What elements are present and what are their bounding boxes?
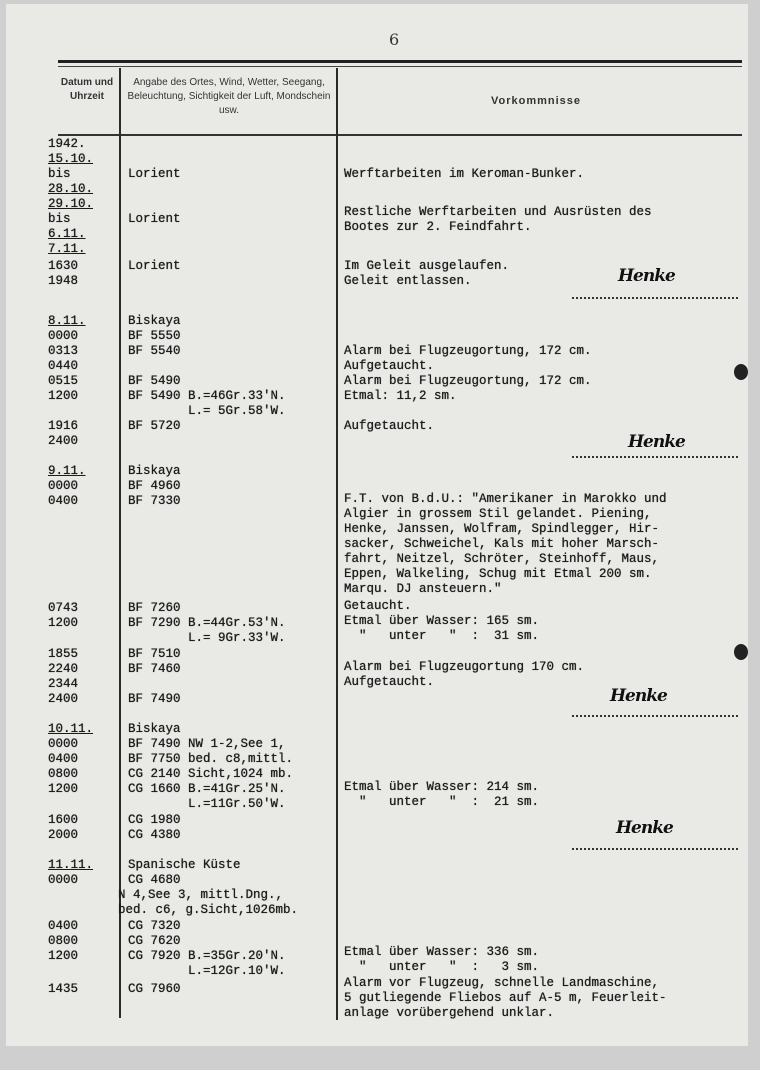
log-location: L.= 5Gr.58'W. — [128, 404, 286, 418]
signature: Henke — [618, 266, 675, 286]
log-time: 1200 — [48, 949, 79, 963]
log-location: BF 5540 — [128, 344, 181, 358]
log-location: BF 7460 — [128, 662, 181, 676]
log-time: 1916 — [48, 419, 79, 433]
log-location: L.= 9Gr.33'W. — [128, 631, 286, 645]
log-date: bis — [48, 212, 71, 226]
column-divider-2 — [336, 68, 338, 1020]
log-time: 0400 — [48, 494, 79, 508]
log-event: Eppen, Walkeling, Schug mit Etmal 200 sm. — [344, 567, 652, 581]
log-time: 1855 — [48, 647, 79, 661]
signature-dots — [572, 297, 738, 299]
log-time: 2000 — [48, 828, 79, 842]
log-time: 0440 — [48, 359, 79, 373]
log-event: Getaucht. — [344, 599, 412, 613]
log-weather: N 4,See 3, mittl.Dng., — [118, 888, 284, 902]
log-location: Lorient — [128, 167, 181, 181]
log-time: 2240 — [48, 662, 79, 676]
log-event: Henke, Janssen, Wolfram, Spindlegger, Hir- — [344, 522, 660, 536]
log-time: 2400 — [48, 692, 79, 706]
log-location: CG 1660 B.=41Gr.25'N. — [128, 782, 286, 796]
log-time: 0313 — [48, 344, 79, 358]
header-events: Vorkommnisse — [490, 95, 582, 107]
log-time: 0800 — [48, 934, 79, 948]
log-date: 29.10. — [48, 197, 94, 211]
log-event: Alarm bei Flugzeugortung, 172 cm. — [344, 344, 592, 358]
header-date-time: Datum und Uhrzeit — [60, 77, 114, 102]
log-event: Bootes zur 2. Feindfahrt. — [344, 220, 532, 234]
log-event: fahrt, Neitzel, Schröter, Steinhoff, Maus, — [344, 552, 660, 566]
log-location: CG 1980 — [128, 813, 181, 827]
log-date: 8.11. — [48, 314, 86, 328]
log-location: CG 7960 — [128, 982, 181, 996]
header-rule — [58, 134, 742, 136]
log-event: Aufgetaucht. — [344, 419, 435, 433]
log-location: Biskaya — [128, 464, 181, 478]
log-time: 0400 — [48, 752, 79, 766]
signature: Henke — [610, 686, 667, 706]
header-location-weather: Angabe des Ortes, Wind, Wetter, Seegang, Beleuchtung, Sichtigkeit der Luft, Mondschein usw. — [127, 77, 331, 116]
log-location: CG 7620 — [128, 934, 181, 948]
log-event: F.T. von B.d.U.: "Amerikaner in Marokko und — [344, 492, 667, 506]
log-date: 10.11. — [48, 722, 94, 736]
log-event: " unter " : 31 sm. — [344, 629, 540, 643]
log-time: 1600 — [48, 813, 79, 827]
punch-hole — [734, 644, 748, 660]
log-location: BF 5550 — [128, 329, 181, 343]
log-time: 0000 — [48, 737, 79, 751]
log-time: 0743 — [48, 601, 79, 615]
log-time: 1435 — [48, 982, 79, 996]
log-date: 11.11. — [48, 858, 94, 872]
log-location: Biskaya — [128, 314, 181, 328]
top-rule-thin — [58, 66, 742, 67]
log-event: Werftarbeiten im Keroman-Bunker. — [344, 167, 585, 181]
log-event: Restliche Werftarbeiten und Ausrüsten des — [344, 205, 652, 219]
log-event: Etmal über Wasser: 165 sm. — [344, 614, 540, 628]
log-location: Lorient — [128, 259, 181, 273]
log-event: Aufgetaucht. — [344, 359, 435, 373]
page-number: 6 — [389, 30, 400, 49]
log-event: Alarm bei Flugzeugortung 170 cm. — [344, 660, 585, 674]
log-location: CG 4380 — [128, 828, 181, 842]
log-location: BF 7290 B.=44Gr.53'N. — [128, 616, 286, 630]
log-time: 1200 — [48, 389, 79, 403]
log-event: Etmal über Wasser: 214 sm. — [344, 780, 540, 794]
log-date: 28.10. — [48, 182, 94, 196]
log-location: BF 7750 bed. c8,mittl. — [128, 752, 294, 766]
log-location: Lorient — [128, 212, 181, 226]
log-time: 0000 — [48, 329, 79, 343]
column-divider-1 — [119, 68, 121, 1018]
log-date: bis — [48, 167, 71, 181]
log-event: Etmal über Wasser: 336 sm. — [344, 945, 540, 959]
signature-dots — [572, 715, 738, 717]
log-event: Im Geleit ausgelaufen. — [344, 259, 510, 273]
log-event: Marqu. DJ ansteuern." — [344, 582, 502, 596]
log-time: 1200 — [48, 616, 79, 630]
log-location: BF 7330 — [128, 494, 181, 508]
logbook-page — [6, 4, 748, 1046]
log-event: Geleit entlassen. — [344, 274, 472, 288]
log-time: 0400 — [48, 919, 79, 933]
log-event: Alarm vor Flugzeug, schnelle Landmaschine, — [344, 976, 660, 990]
log-location: L.=12Gr.10'W. — [128, 964, 286, 978]
log-time: 2400 — [48, 434, 79, 448]
log-event: Aufgetaucht. — [344, 675, 435, 689]
log-date: 9.11. — [48, 464, 86, 478]
log-time: 0515 — [48, 374, 79, 388]
log-location: CG 7920 B.=35Gr.20'N. — [128, 949, 286, 963]
top-rule — [58, 60, 742, 63]
signature: Henke — [628, 432, 685, 452]
log-time: 1200 — [48, 782, 79, 796]
log-location: BF 7490 NW 1-2,See 1, — [128, 737, 286, 751]
log-time: 1948 — [48, 274, 79, 288]
log-location: CG 4680 — [128, 873, 181, 887]
log-event: Etmal: 11,2 sm. — [344, 389, 457, 403]
log-date: 1942. — [48, 137, 86, 151]
log-location: BF 4960 — [128, 479, 181, 493]
log-location: BF 7490 — [128, 692, 181, 706]
log-location: BF 7510 — [128, 647, 181, 661]
log-event: sacker, Schweichel, Kals mit hoher Marsch- — [344, 537, 660, 551]
log-event: " unter " : 3 sm. — [344, 960, 540, 974]
log-event: anlage vorübergehend unklar. — [344, 1006, 555, 1020]
log-location: CG 2140 Sicht,1024 mb. — [128, 767, 294, 781]
log-time: 1630 — [48, 259, 79, 273]
signature-dots — [572, 456, 738, 458]
log-location: CG 7320 — [128, 919, 181, 933]
log-location: BF 7260 — [128, 601, 181, 615]
log-location: BF 5490 B.=46Gr.33'N. — [128, 389, 286, 403]
log-location: Spanische Küste — [128, 858, 241, 872]
log-time: 2344 — [48, 677, 79, 691]
signature: Henke — [616, 818, 673, 838]
log-location: L.=11Gr.50'W. — [128, 797, 286, 811]
signature-dots — [572, 848, 738, 850]
log-date: 7.11. — [48, 242, 86, 256]
log-location: BF 5720 — [128, 419, 181, 433]
log-time: 0800 — [48, 767, 79, 781]
log-event: Algier in grossem Stil gelandet. Piening, — [344, 507, 652, 521]
log-date: 6.11. — [48, 227, 86, 241]
log-weather: bed. c6, g.Sicht,1026mb. — [118, 903, 299, 917]
punch-hole — [734, 364, 748, 380]
log-date: 15.10. — [48, 152, 94, 166]
log-event: " unter " : 21 sm. — [344, 795, 540, 809]
log-time: 0000 — [48, 873, 79, 887]
log-location: Biskaya — [128, 722, 181, 736]
log-location: BF 5490 — [128, 374, 181, 388]
log-event: 5 gutliegende Fliebos auf A-5 m, Feuerleit- — [344, 991, 667, 1005]
log-event: Alarm bei Flugzeugortung, 172 cm. — [344, 374, 592, 388]
log-time: 0000 — [48, 479, 79, 493]
